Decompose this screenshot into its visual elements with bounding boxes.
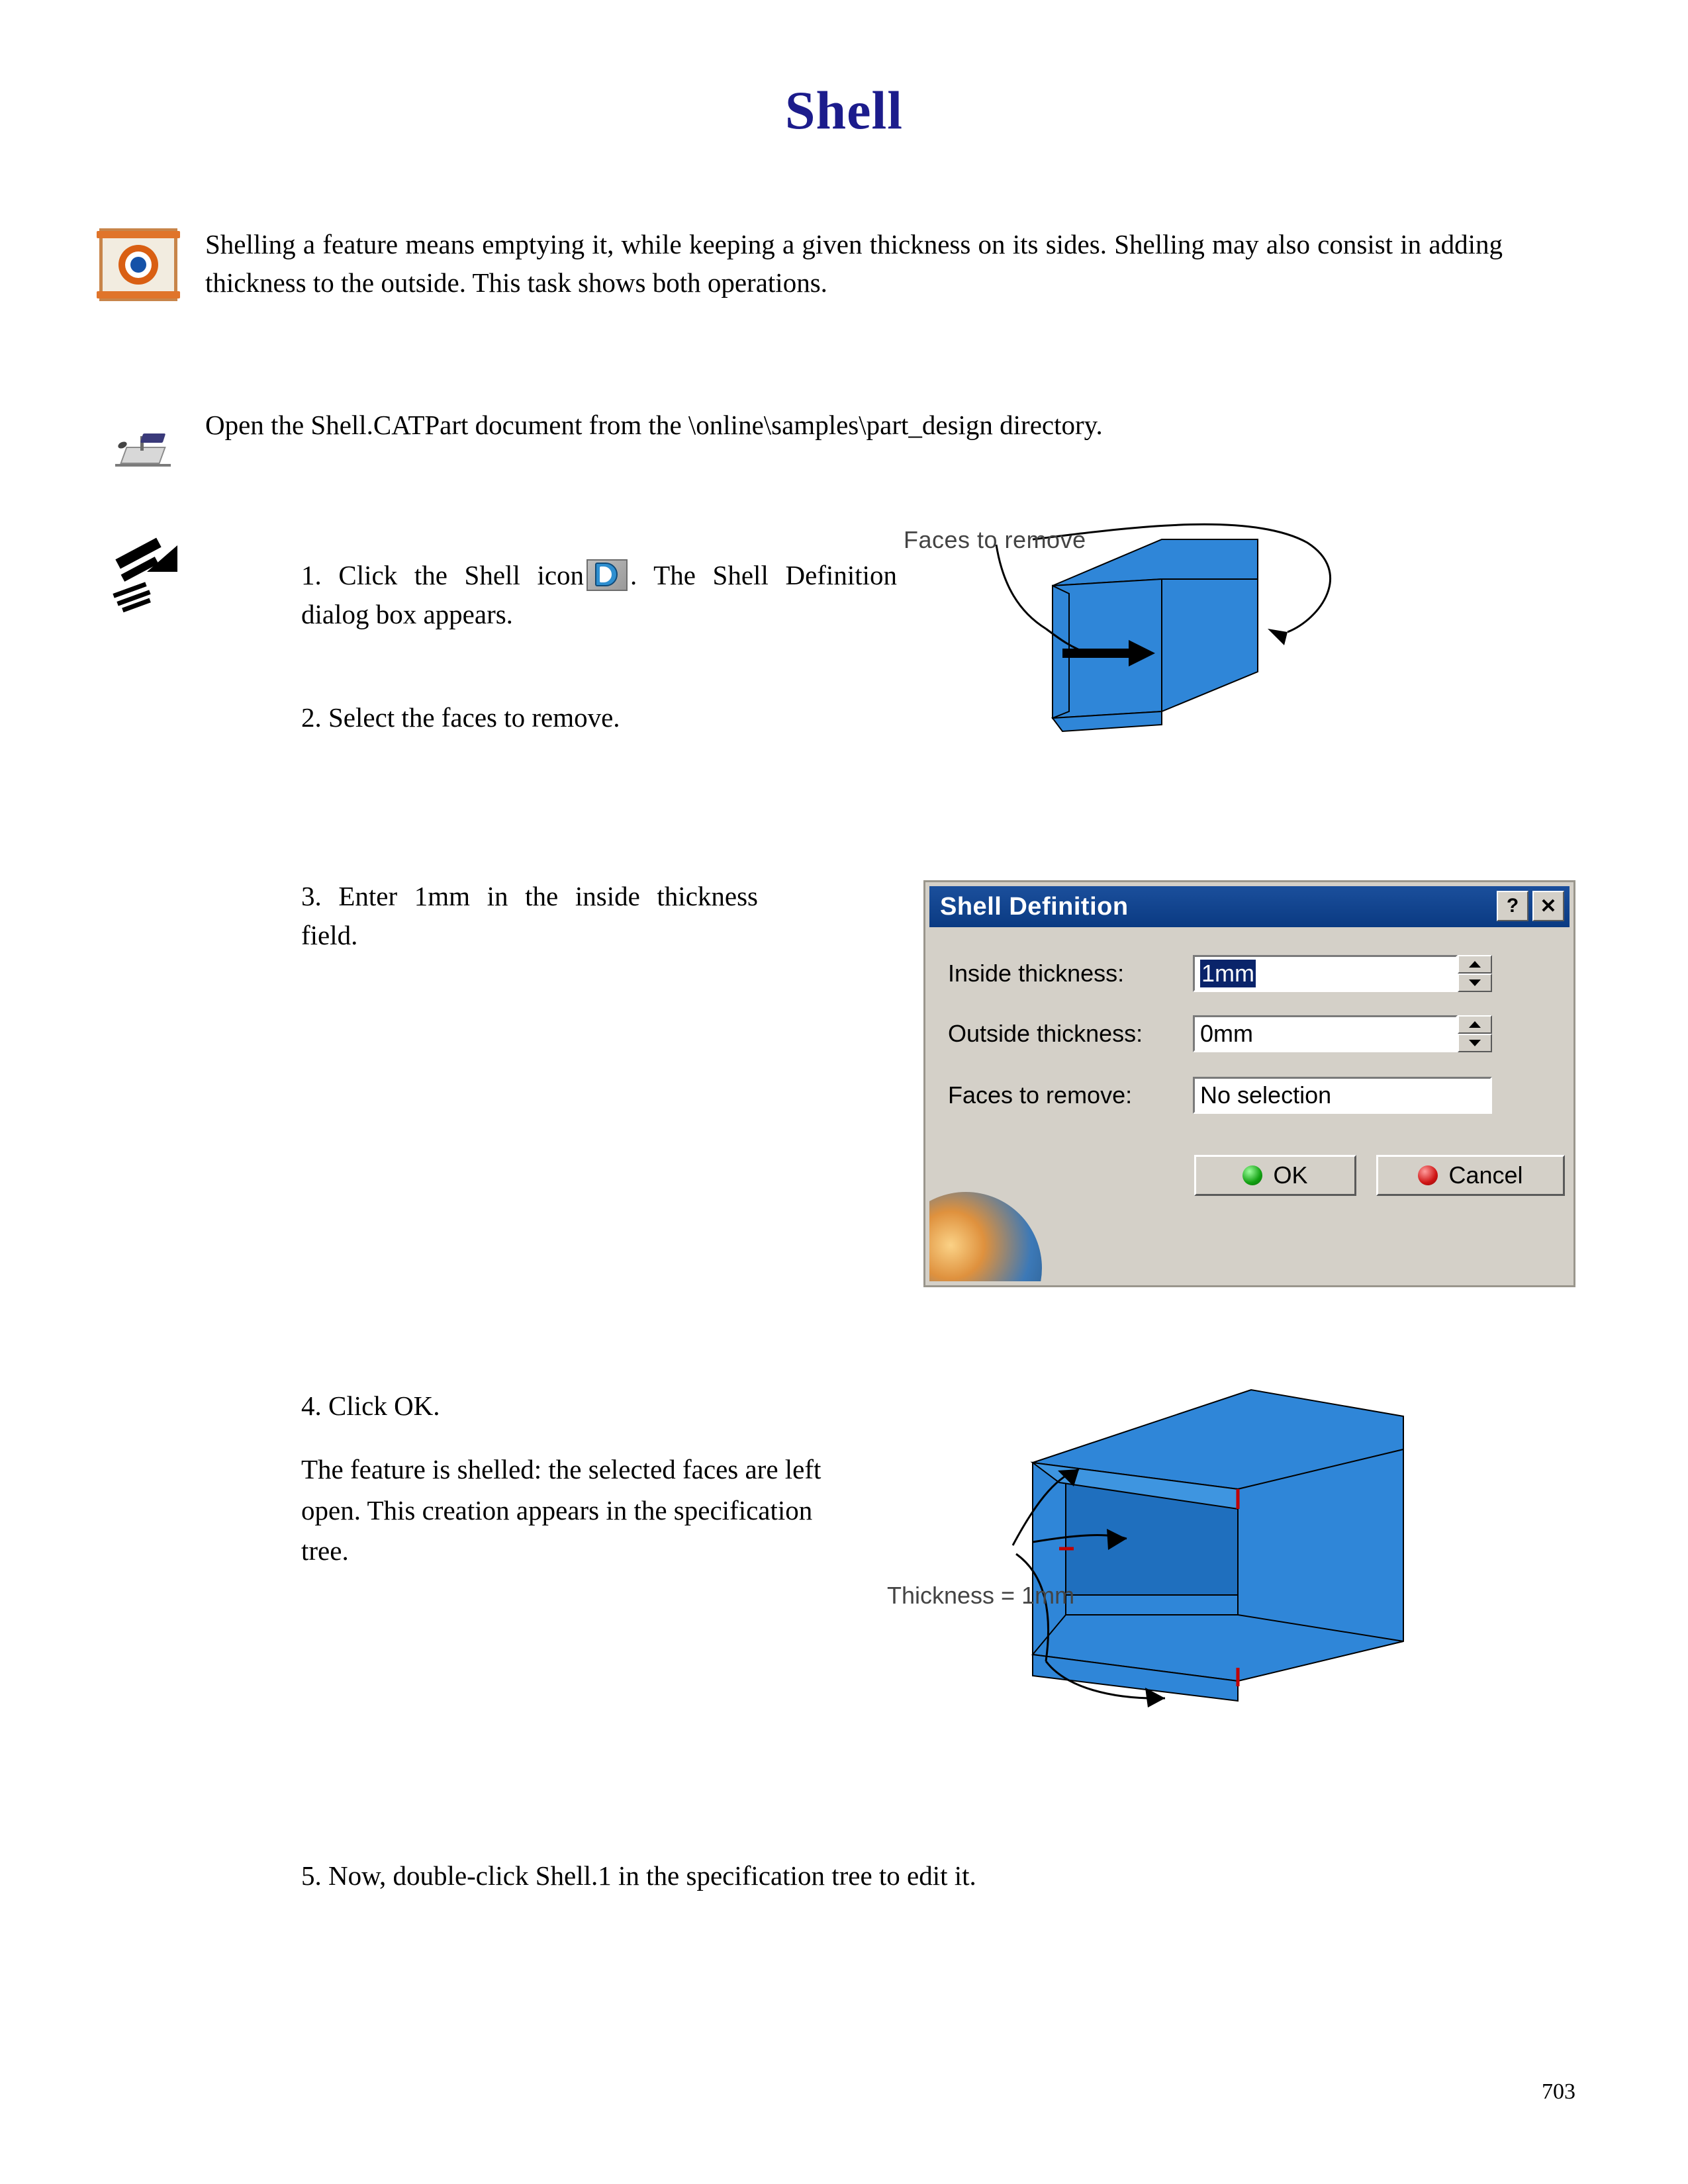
cancel-led-icon bbox=[1418, 1165, 1438, 1185]
inside-thickness-stepper-down[interactable] bbox=[1458, 974, 1492, 992]
step-1-text-before: 1. Click the Shell icon bbox=[301, 560, 585, 590]
step-3: 3. Enter 1mm in the inside thickness field. bbox=[301, 881, 758, 951]
outside-thickness-stepper-down[interactable] bbox=[1458, 1034, 1492, 1052]
dialog-title: Shell Definition bbox=[940, 892, 1129, 921]
inside-thickness-value: 1mm bbox=[1201, 960, 1254, 987]
outside-thickness-label: Outside thickness: bbox=[948, 1020, 1143, 1047]
outside-thickness-input[interactable]: 0mm bbox=[1193, 1015, 1458, 1052]
ok-led-icon bbox=[1243, 1165, 1262, 1185]
ok-button[interactable] bbox=[1194, 1155, 1356, 1196]
open-document-paragraph: Open the Shell.CATPart document from the \online\samples\part_design directory. bbox=[205, 410, 1103, 440]
figure1-caption: Faces to remove bbox=[904, 526, 1086, 553]
cancel-button-label: Cancel bbox=[1448, 1161, 1523, 1189]
figure-faces-to-remove bbox=[897, 513, 1456, 814]
page-number: 703 bbox=[1542, 2079, 1575, 2104]
field-row-inside-thickness bbox=[948, 955, 1492, 992]
field-row-outside-thickness bbox=[948, 1015, 1492, 1052]
target-icon bbox=[99, 228, 177, 301]
shell-icon bbox=[586, 559, 628, 591]
ok-button-label: OK bbox=[1273, 1161, 1308, 1189]
figure2-graphic bbox=[880, 1377, 1476, 1747]
outside-thickness-stepper[interactable] bbox=[1458, 1015, 1492, 1052]
inside-thickness-stepper[interactable] bbox=[1458, 955, 1492, 992]
inside-thickness-stepper-up[interactable] bbox=[1458, 955, 1492, 974]
cancel-button[interactable] bbox=[1376, 1155, 1565, 1196]
figure2-caption: Thickness = 1mm bbox=[887, 1582, 1075, 1609]
figure-shelled-cube bbox=[880, 1377, 1476, 1747]
dialog-titlebar[interactable] bbox=[929, 886, 1570, 927]
step-4-body: The feature is shelled: the selected faces are left open. This creation appears in the specification tree. bbox=[301, 1454, 821, 1566]
close-icon[interactable]: ✕ bbox=[1532, 891, 1564, 921]
inside-thickness-label: Inside thickness: bbox=[948, 960, 1125, 987]
faces-to-remove-label: Faces to remove: bbox=[948, 1081, 1133, 1109]
inside-thickness-input[interactable] bbox=[1193, 955, 1458, 992]
open-document-icon bbox=[111, 420, 177, 473]
step-5: 5. Now, double-click Shell.1 in the specification tree to edit it. bbox=[301, 1860, 976, 1891]
page-title: Shell bbox=[784, 80, 904, 140]
dialog-titlebar-buttons bbox=[1497, 891, 1564, 921]
step-2: 2. Select the faces to remove. bbox=[301, 702, 620, 733]
globe-decoration bbox=[929, 1192, 1042, 1281]
dialog-body bbox=[929, 927, 1570, 1281]
shell-definition-dialog[interactable] bbox=[923, 880, 1575, 1287]
faces-to-remove-input[interactable]: No selection bbox=[1193, 1077, 1492, 1114]
outside-thickness-stepper-up[interactable] bbox=[1458, 1015, 1492, 1034]
shell-tool-icon bbox=[106, 536, 185, 615]
step-1 bbox=[301, 556, 897, 635]
intro-paragraph: Shelling a feature means emptying it, while keeping a given thickness on its sides. Shelling may also consist in adding thickness to the outside. This task shows both operations. bbox=[205, 229, 1503, 298]
field-row-faces-to-remove bbox=[948, 1077, 1492, 1114]
step-4: 4. Click OK. bbox=[301, 1390, 440, 1421]
figure1-graphic bbox=[897, 513, 1456, 814]
step-1-text-after: . The Shell Definition dialog box appears. bbox=[301, 560, 897, 630]
help-button[interactable]: ? bbox=[1497, 891, 1528, 921]
